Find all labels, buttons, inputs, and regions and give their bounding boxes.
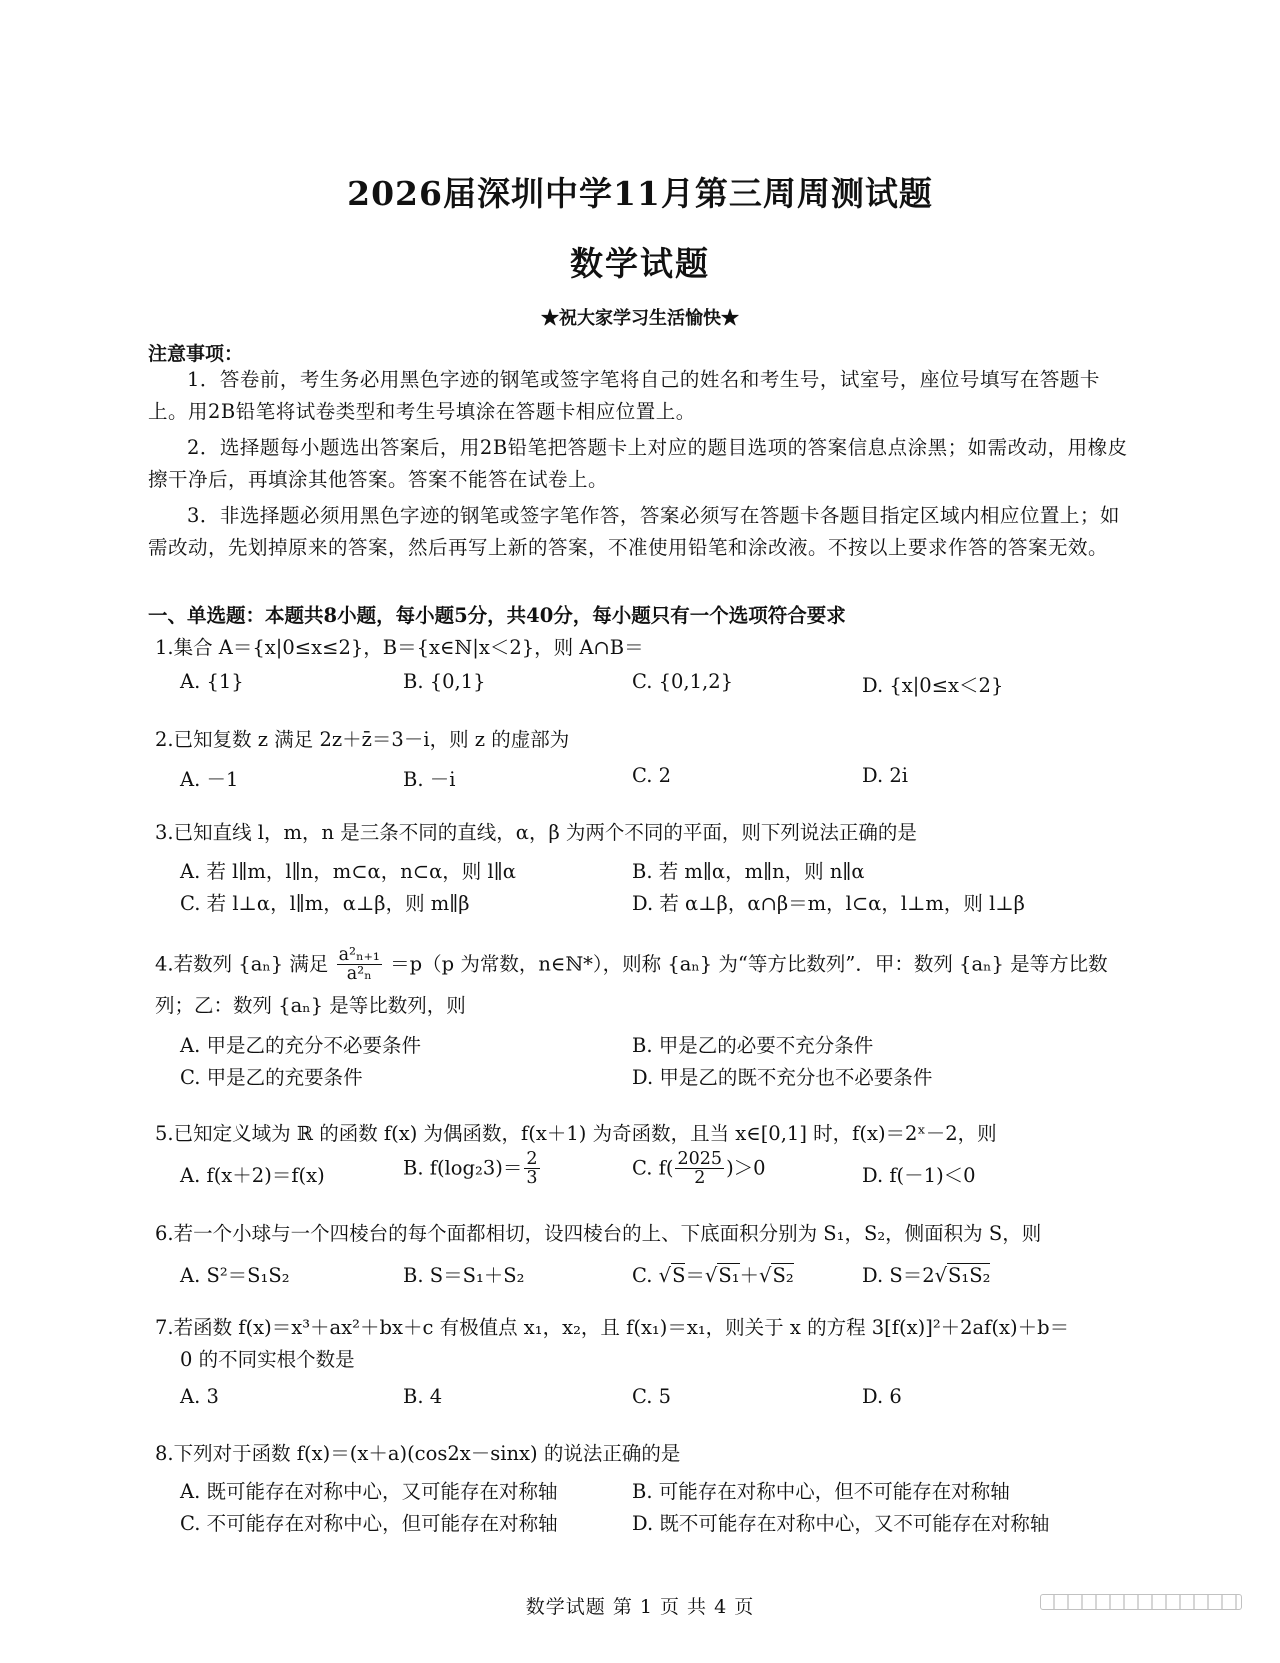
radicand: S [672, 1264, 686, 1287]
question-4-stem-start: 4.若数列 {aₙ} 满足 [155, 952, 329, 976]
question-6-stem: 6.若一个小球与一个四棱台的每个面都相切，设四棱台的上、下底面积分别为 S₁，S₂，侧面积为 S，则 [155, 1222, 1042, 1245]
radicand: S₂ [772, 1264, 794, 1287]
notice-item-1: 1．答卷前，考生务必用黑色字迹的钢笔或签字笔将自己的姓名和考生号，试室号，座位号填写在答题卡上。用2B铅笔将试卷类型和考生号填涂在答题卡相应位置上。 [148, 368, 1100, 423]
question-7-option-d: D. 6 [862, 1385, 902, 1408]
question-6-option-c [632, 1260, 794, 1288]
motto: ★祝大家学习生活愉快★ [541, 308, 739, 329]
question-2-option-c: C. 2 [632, 764, 672, 787]
question-6-option-d [862, 1260, 990, 1288]
question-7-stem: 7.若函数 f(x)＝x³＋ax²＋bx＋c 有极值点 x₁，x₂，且 f(x₁)＝x₁，则关于 x 的方程 3[f(x)]²＋2af(x)＋b＝ [155, 1316, 1070, 1339]
question-5-option-c [632, 1150, 766, 1188]
question-4-option-d: D. 甲是乙的既不充分也不必要条件 [632, 1066, 933, 1089]
question-5-stem: 5.已知定义域为 ℝ 的函数 f(x) 为偶函数，f(x＋1) 为奇函数，且当 x∈[0,1] 时，f(x)＝2ˣ－2，则 [155, 1122, 997, 1145]
option-c-text-end: )＞0 [726, 1156, 766, 1180]
question-4-option-b: B. 甲是乙的必要不充分条件 [632, 1034, 874, 1057]
question-3-option-b: B. 若 m∥α，m∥n，则 n∥α [632, 860, 865, 883]
question-7-option-c: C. 5 [632, 1385, 672, 1408]
notice-item-3: 3．非选择题必须用黑色字迹的钢笔或签字笔作答，答案必须写在答题卡各题目指定区域内相应位置上；如需改动，先划掉原来的答案，然后再写上新的答案，不准使用铅笔和涂改液。不按以上要求作答的答案无效。 [148, 504, 1120, 559]
scan-artifact-bar [1040, 1594, 1242, 1610]
question-4-option-a: A. 甲是乙的充分不必要条件 [180, 1034, 421, 1057]
notice-heading: 注意事项： [148, 343, 244, 365]
radicand: S₁ [718, 1264, 740, 1287]
exam-title: 2026届深圳中学11月第三周周测试题 [347, 174, 933, 213]
question-8-option-a: A. 既可能存在对称中心，又可能存在对称轴 [180, 1480, 558, 1503]
page-footer: 数学试题 第 1 页 共 4 页 [525, 1596, 755, 1618]
option-d-text: D. S＝2√ [862, 1264, 948, 1287]
fraction-denominator: a²ₙ [346, 964, 372, 985]
question-8-option-c: C. 不可能存在对称中心，但可能存在对称轴 [180, 1512, 558, 1535]
option-b-text: B. f(log₂3)＝ [403, 1156, 523, 1180]
option-c-text: C. √ [632, 1264, 672, 1287]
option-c-text: ＝√ [685, 1264, 718, 1287]
question-8-stem: 8.下列对于函数 f(x)＝(x＋a)(cos2x－sinx) 的说法正确的是 [155, 1442, 681, 1465]
question-5-option-b [403, 1150, 542, 1188]
fraction-numerator: a²ₙ₊₁ [338, 945, 380, 965]
question-5-option-a: A. f(x＋2)＝f(x) [180, 1164, 325, 1187]
section-heading: 一、单选题：本题共8小题，每小题5分，共40分，每小题只有一个选项符合要求 [148, 604, 846, 627]
question-8-option-b: B. 可能存在对称中心，但不可能存在对称轴 [632, 1480, 1010, 1503]
question-4-stem-end: ＝p（p 为常数，n∈ℕ*），则称 {aₙ} 为“等方比数列”．甲：数列 {aₙ} 是等方比数 [390, 952, 1108, 976]
question-1-option-c: C. {0,1,2} [632, 670, 734, 693]
question-5-option-d: D. f(－1)＜0 [862, 1164, 976, 1187]
question-2-option-a: A. －1 [180, 768, 239, 791]
question-7-stem-line2: 0 的不同实根个数是 [180, 1348, 355, 1371]
question-3-option-c: C. 若 l⊥α，l∥m，α⊥β，则 m∥β [180, 892, 470, 915]
question-3-stem: 3.已知直线 l，m，n 是三条不同的直线，α，β 为两个不同的平面，则下列说法正确的是 [155, 821, 917, 844]
question-6-option-a: A. S²＝S₁S₂ [180, 1264, 290, 1287]
question-4-fraction [337, 946, 382, 984]
exam-subtitle: 数学试题 [570, 244, 710, 283]
question-7-option-a: A. 3 [180, 1385, 219, 1408]
question-4-stem [155, 946, 1108, 984]
option-c-fraction [675, 1150, 724, 1188]
fraction-numerator: 2 [526, 1149, 538, 1169]
question-4-option-c: C. 甲是乙的充要条件 [180, 1066, 363, 1089]
fraction-denominator: 2 [694, 1168, 706, 1189]
question-4-stem-line2: 列；乙：数列 {aₙ} 是等比数列，则 [155, 994, 466, 1017]
question-2-option-b: B. －i [403, 768, 456, 791]
question-6-option-b: B. S＝S₁＋S₂ [403, 1264, 525, 1287]
option-c-text: C. f( [632, 1156, 674, 1180]
question-1-stem: 1.集合 A＝{x|0≤x≤2}，B＝{x∈ℕ|x＜2}，则 A∩B＝ [155, 636, 644, 659]
question-1-option-b: B. {0,1} [403, 670, 486, 693]
question-7-option-b: B. 4 [403, 1385, 443, 1408]
fraction-denominator: 3 [526, 1168, 538, 1189]
radicand: S₁S₂ [948, 1264, 991, 1287]
question-3-option-a: A. 若 l∥m，l∥n，m⊂α，n⊂α，则 l∥α [180, 860, 516, 883]
option-b-fraction [524, 1150, 539, 1188]
question-1-option-d: D. {x|0≤x＜2} [862, 674, 1004, 697]
question-1-option-a: A. {1} [180, 670, 244, 693]
notice-item-2: 2．选择题每小题选出答案后，用2B铅笔把答题卡上对应的题目选项的答案信息点涂黑；如需改动，用橡皮擦干净后，再填涂其他答案。答案不能答在试卷上。 [148, 436, 1128, 491]
fraction-numerator: 2025 [677, 1149, 723, 1169]
question-2-option-d: D. 2i [862, 764, 908, 787]
question-8-option-d: D. 既不可能存在对称中心，又不可能存在对称轴 [632, 1512, 1050, 1535]
question-3-option-d: D. 若 α⊥β，α∩β＝m，l⊂α，l⊥m，则 l⊥β [632, 892, 1025, 915]
option-c-text: ＋√ [739, 1264, 772, 1287]
question-2-stem: 2.已知复数 z 满足 2z＋z̄＝3－i，则 z 的虚部为 [155, 728, 570, 751]
